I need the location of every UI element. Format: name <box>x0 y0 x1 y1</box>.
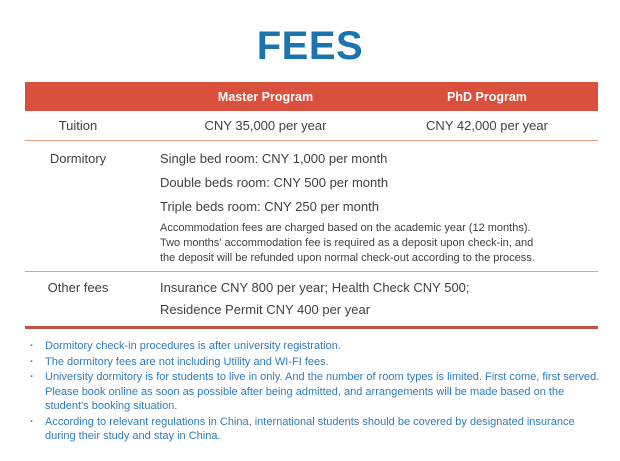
other-fees-line-2: Residence Permit CNY 400 per year <box>160 302 371 317</box>
bullet-icon: · <box>30 340 34 352</box>
dormitory-row <box>25 141 598 272</box>
footnote-item <box>30 415 602 444</box>
footnote-text-2: The dormitory fees are not including Utility and WI-FI fees. <box>45 355 329 368</box>
footnote-item <box>30 339 602 354</box>
dormitory-double-room: Double beds room: CNY 500 per month <box>160 175 389 190</box>
tuition-label: Tuition <box>58 118 98 133</box>
accommodation-note <box>160 221 598 266</box>
tuition-row <box>25 111 598 141</box>
accommodation-note-line-2: Two months' accommodation fee is required as a deposit upon check-in, and <box>160 237 534 249</box>
dormitory-label: Dormitory <box>49 151 107 166</box>
dormitory-triple-room: Triple beds room: CNY 250 per month <box>160 199 379 214</box>
footnote-item <box>30 370 602 414</box>
other-fees-details <box>155 277 598 321</box>
footnote-text-4: According to relevant regulations in China, international students should be covered by designated insurance during their study and stay in China. <box>45 415 575 442</box>
bullet-icon: · <box>30 415 34 428</box>
accommodation-note-line-3: the deposit will be refunded upon normal check-out according to the process. <box>160 252 535 264</box>
bullet-icon: · <box>30 371 34 383</box>
header-master-program: Master Program <box>217 89 314 104</box>
page-title: FEES <box>256 24 364 68</box>
footnotes-list <box>30 339 602 444</box>
fees-table <box>25 82 598 329</box>
other-fees-label: Other fees <box>47 280 109 295</box>
dormitory-single-room: Single bed room: CNY 1,000 per month <box>160 151 388 166</box>
tuition-master-value: CNY 35,000 per year <box>204 118 327 133</box>
tuition-phd-value: CNY 42,000 per year <box>426 118 548 133</box>
bullet-icon: · <box>30 355 34 368</box>
other-fees-line-1: Insurance CNY 800 per year; Health Check CNY 500; <box>160 280 470 295</box>
other-fees-row <box>25 272 598 329</box>
dormitory-details <box>155 147 598 266</box>
footnote-text-1: Dormitory check-in procedures is after university registration. <box>45 340 341 352</box>
footnote-item <box>30 355 602 370</box>
table-header-row <box>25 82 598 111</box>
footnote-text-3: University dormitory is for students to live in only. And the number of room types is limited. First come, first served. Please book online as soon as possible after being admitted, and arrangements will be made based on the student's booking situation. <box>45 371 600 412</box>
accommodation-note-line-1: Accommodation fees are charged based on the academic year (12 months). <box>160 222 531 234</box>
header-phd-program: PhD Program <box>447 89 527 104</box>
